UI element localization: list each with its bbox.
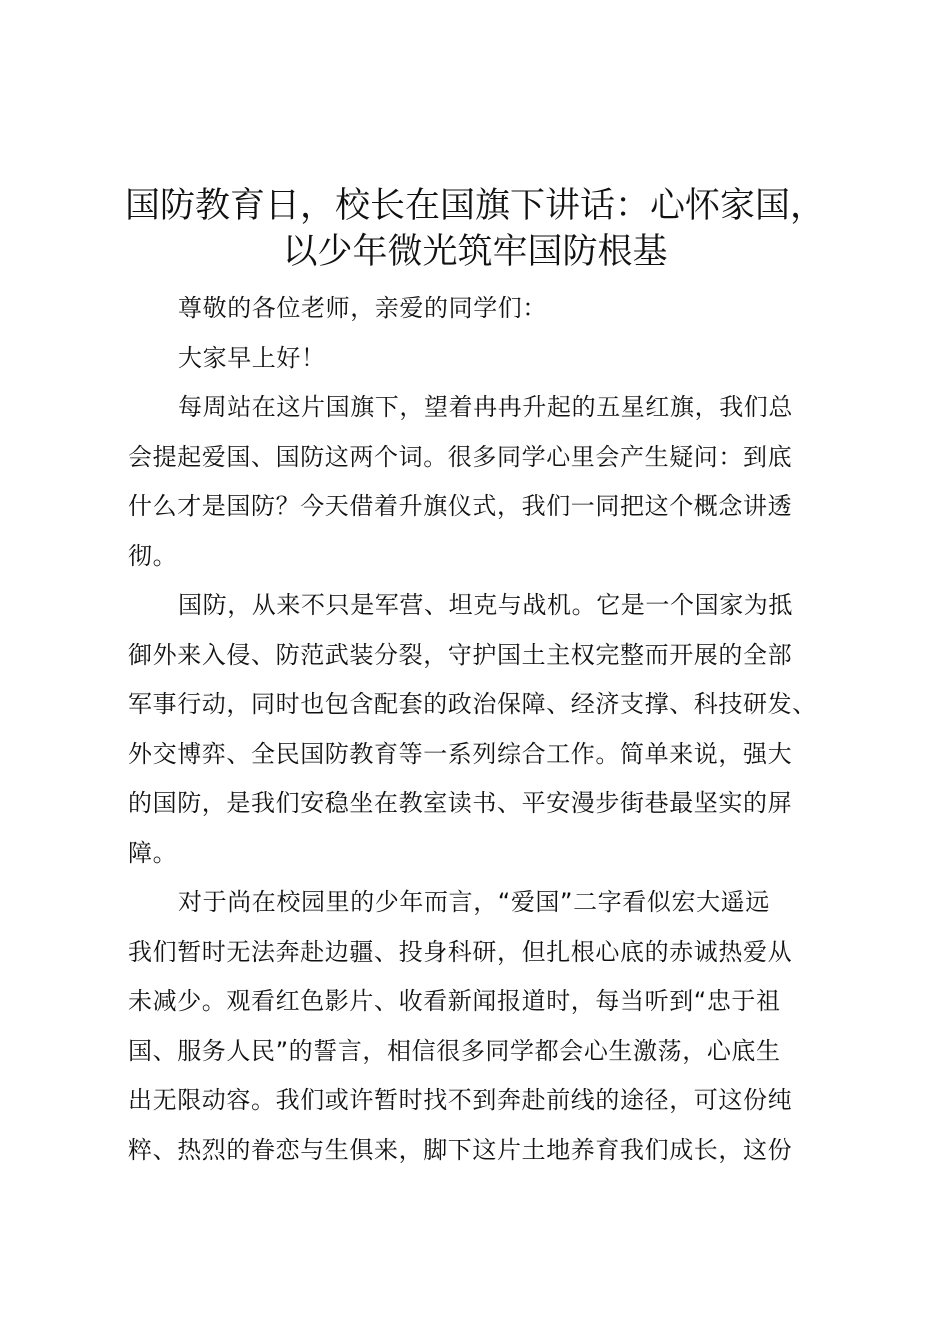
text-line: 尊敬的各位老师，亲爱的同学们： — [178, 294, 547, 322]
body-paragraph — [128, 383, 848, 581]
body-paragraph — [128, 581, 848, 878]
text-line: 粹、热烈的眷恋与生俱来，脚下这片土地养育我们成长，这份 — [128, 1135, 793, 1164]
text-line: 障。 — [128, 838, 178, 867]
document-body — [128, 284, 848, 1175]
text-line: 御外来入侵、防范武装分裂，守护国土主权完整而开展的全部 — [128, 640, 793, 669]
text-line: 的国防，是我们安稳坐在教室读书、平安漫步街巷最坚实的屏 — [128, 789, 793, 817]
salutation-paragraph — [128, 284, 848, 334]
text-line: 军事行动，同时也包含配套的政治保障、经济支撑、科技研发、 — [128, 690, 817, 718]
text-line: 彻。 — [128, 541, 178, 570]
text-line: 每周站在这片国旗下，望着冉冉升起的五星红旗，我们总 — [178, 393, 793, 421]
text-line: 国、服务人民”的誓言，相信很多同学都会心生激荡，心底生 — [128, 1036, 781, 1065]
text-line: 国防，从来不只是军营、坦克与战机。它是一个国家为抵 — [178, 591, 793, 619]
page-title — [90, 183, 860, 275]
text-line: 大家早上好！ — [178, 343, 326, 372]
title-line-2: 以少年微光筑牢国防根基 — [282, 232, 668, 272]
text-line: 我们暂时无法奔赴边疆、投身科研，但扎根心底的赤诚热爱从 — [128, 937, 793, 966]
text-line: 什么才是国防？今天借着升旗仪式，我们一同把这个概念讲透 — [128, 492, 793, 520]
text-line: 外交博弈、全民国防教育等一系列综合工作。简单来说，强大 — [128, 739, 793, 768]
text-line: 对于尚在校园里的少年而言，“爱国”二字看似宏大遥远 — [178, 888, 770, 916]
text-line: 未减少。观看红色影片、收看新闻报道时，每当听到“忠于祖 — [128, 987, 781, 1015]
body-paragraph — [128, 878, 848, 1175]
title-line-1: 国防教育日，校长在国旗下讲话：心怀家国， — [124, 186, 825, 226]
text-line: 出无限动容。我们或许暂时找不到奔赴前线的途径，可这份纯 — [128, 1086, 793, 1114]
text-line: 会提起爱国、国防这两个词。很多同学心里会产生疑问：到底 — [128, 442, 793, 471]
greeting-paragraph — [128, 334, 848, 384]
